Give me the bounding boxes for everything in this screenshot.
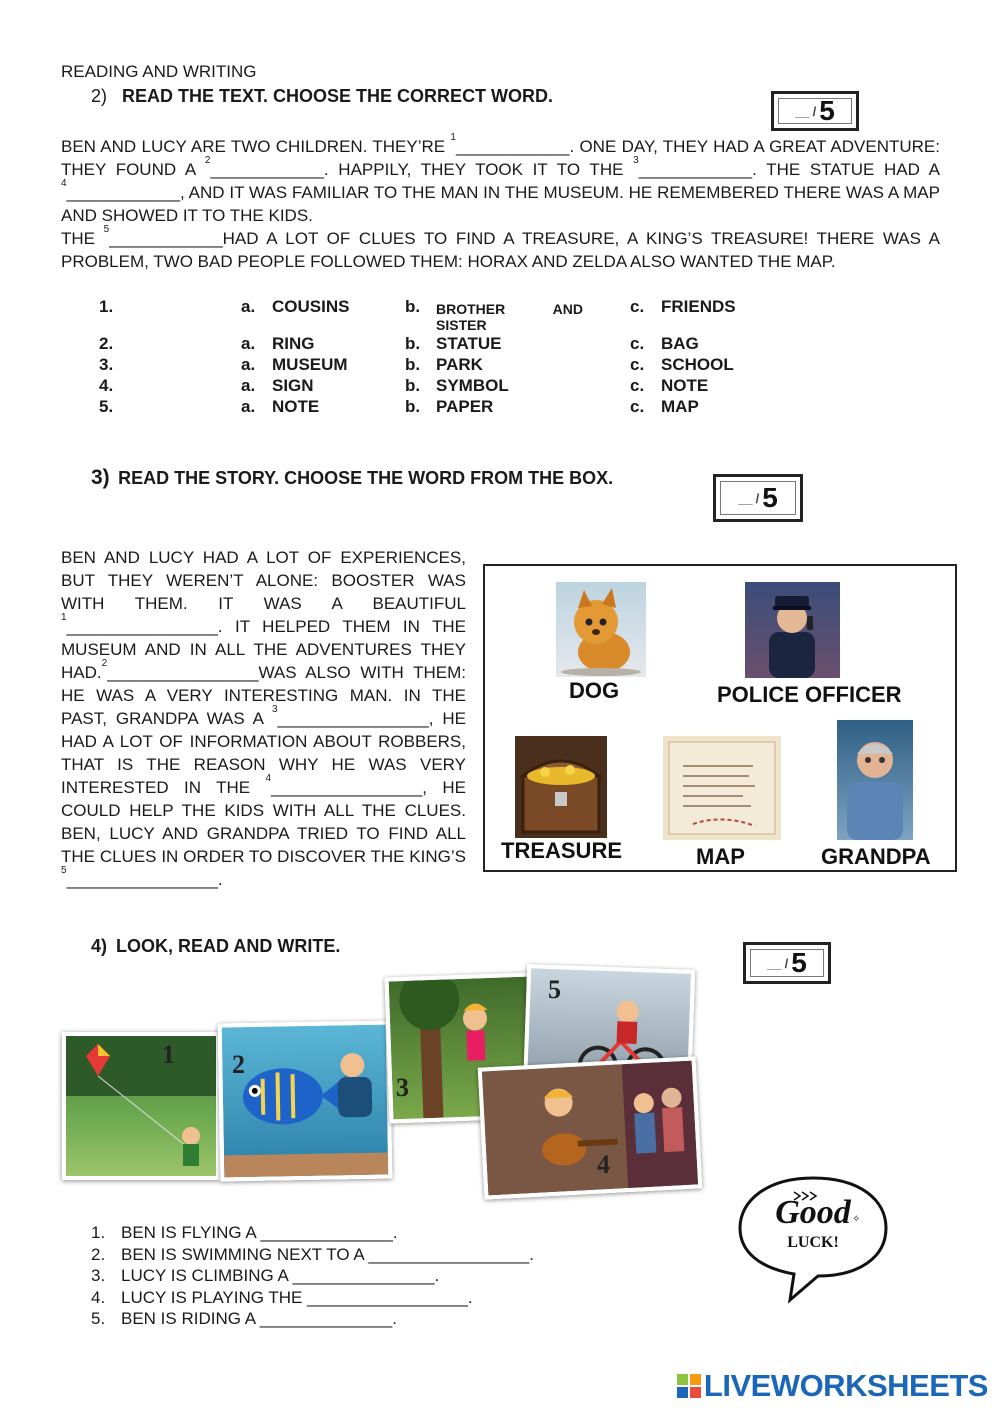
word-police-officer: POLICE OFFICER bbox=[717, 682, 902, 707]
section-4-list bbox=[91, 1222, 534, 1330]
option-2c[interactable]: BAG bbox=[661, 334, 699, 353]
section-4-heading bbox=[91, 936, 340, 957]
photo-number-3: 3 bbox=[396, 1073, 409, 1102]
photo-number-1: 1 bbox=[162, 1040, 175, 1069]
blank-2-4: ____________, AND IT WAS FAMILIAR TO THE MAN IN THE MUSEUM. HE REMEMBERED THERE WAS A MAP AND SHOWED IT TO THE KIDS. bbox=[61, 183, 940, 225]
section-4-score-box: __ / 5 bbox=[743, 942, 831, 984]
blank-2-1: ____________. ONE DAY, THEY HAD A GREAT ADVENTURE: THEY FOUND A bbox=[61, 137, 940, 179]
list-item: 2. BEN IS SWIMMING NEXT TO A _________________. bbox=[91, 1244, 534, 1264]
blank-2-5: ____________HAD A LOT OF CLUES TO FIND A TREASURE, A KING’S TREASURE! THERE WAS A PROBLEM, TWO BAD PEOPLE FOLLOWED THEM: HORAX AND ZELDA ALSO WANTED THE MAP. bbox=[61, 229, 940, 271]
option-4a[interactable]: SIGN bbox=[272, 376, 314, 395]
dog-picture bbox=[556, 582, 646, 677]
section-2-text bbox=[61, 132, 940, 273]
section-3-story: BEN AND LUCY HAD A LOT OF EXPERIENCES, BUT THEY WEREN’T ALONE: BOOSTER WAS WITH THEM. IT WAS A BEAUTIFUL $^1$________________. IT HELPED THEM IN THE MUSEUM AND IN ALL THE ADVENTURES THEY HAD.$^2$________________WAS ALSO WITH THEM: HE WAS A VERY INTERESTING MAN. IN THE PAST, GRANDPA WAS A $^3$________________, HE HAD A LOT OF INFORMATION ABOUT ROBBERS, THAT IS THE REASON WHY HE WAS VERY INTERESTED IN THE $^4$________________, HE COULD HELP THE KIDS WITH ALL THE CLUES. BEN, LUCY AND GRANDPA TRIED TO FIND ALL THE CLUES IN ORDER TO DISCOVER THE KING’S $^5$________________. bbox=[61, 548, 466, 889]
section-3-number: 3) bbox=[91, 466, 110, 489]
option-3c[interactable]: SCHOOL bbox=[661, 355, 734, 374]
word-map: MAP bbox=[696, 844, 745, 869]
police-officer-picture bbox=[745, 582, 840, 678]
option-5b[interactable]: PAPER bbox=[436, 397, 494, 416]
word-box bbox=[483, 564, 957, 872]
option-1a[interactable]: COUSINS bbox=[272, 297, 350, 316]
photo-guitar bbox=[478, 1056, 703, 1199]
map-picture bbox=[663, 736, 781, 840]
liveworksheets-logo bbox=[677, 1368, 988, 1404]
brand-text: LIVEWORKSHEETS bbox=[703, 1368, 988, 1403]
list-item: 1. BEN IS FLYING A ______________. bbox=[91, 1223, 398, 1242]
luck-text: LUCK! bbox=[787, 1234, 839, 1251]
svg-text:✧: ✧ bbox=[852, 1214, 861, 1225]
photo-kite bbox=[62, 1032, 220, 1180]
option-4b[interactable]: SYMBOL bbox=[436, 376, 509, 395]
blank-3-5: ________________. bbox=[66, 870, 223, 889]
section-2-number: 2) bbox=[91, 86, 108, 106]
photo-number-4: 4 bbox=[597, 1150, 610, 1179]
section-2-score-box: __ / 5 bbox=[771, 91, 859, 131]
word-dog: DOG bbox=[569, 678, 620, 703]
word-grandpa: GRANDPA bbox=[821, 844, 931, 869]
treasure-picture bbox=[515, 736, 607, 838]
option-3b[interactable]: PARK bbox=[436, 355, 483, 374]
grandpa-picture bbox=[837, 720, 913, 840]
list-item: 4. LUCY IS PLAYING THE _________________. bbox=[91, 1287, 473, 1307]
photo-number-5: 5 bbox=[548, 975, 561, 1004]
page-heading: READING AND WRITING bbox=[61, 62, 257, 81]
word-treasure: TREASURE bbox=[501, 838, 623, 863]
section-3-title: READ THE STORY. CHOOSE THE WORD FROM THE BOX. bbox=[118, 468, 614, 488]
section-4-number: 4) bbox=[91, 936, 108, 956]
option-5a[interactable]: NOTE bbox=[272, 397, 320, 416]
option-1b[interactable]: BROTHER AND SISTER bbox=[436, 301, 583, 333]
section-2-heading bbox=[91, 86, 553, 107]
photo-fish bbox=[218, 1021, 393, 1182]
section-3-score-box: __ / 5 bbox=[713, 474, 803, 522]
blank-3-2: ________________WAS ALSO WITH THEM: HE WAS A VERY INTERESTING MAN. IN THE PAST, GRANDPA WAS A bbox=[61, 663, 466, 728]
section-2-title: READ THE TEXT. CHOOSE THE CORRECT WORD. bbox=[122, 86, 554, 106]
option-3a[interactable]: MUSEUM bbox=[272, 355, 348, 374]
option-1c[interactable]: FRIENDS bbox=[661, 297, 736, 316]
blank-3-4: ________________, HE COULD HELP THE KIDS WITH ALL THE CLUES. BEN, LUCY AND GRANDPA TRIED TO FIND ALL THE CLUES IN ORDER TO DISCOVER THE KING’S bbox=[61, 778, 466, 866]
liveworksheets-icon bbox=[677, 1374, 701, 1398]
blank-2-2: ____________. HAPPILY, THEY TOOK IT TO THE bbox=[210, 160, 634, 179]
list-item: 3. LUCY IS CLIMBING A _______________. bbox=[91, 1266, 440, 1285]
section-2-paragraph-2: THE $^5$____________HAD A LOT OF CLUES TO FIND A TREASURE, A KING’S TREASURE! THERE WAS A PROBLEM, TWO BAD PEOPLE FOLLOWED THEM: HORAX AND ZELDA ALSO WANTED THE MAP. bbox=[61, 224, 940, 271]
section-3-heading bbox=[91, 466, 613, 490]
list-item: 5. BEN IS RIDING A ______________. bbox=[91, 1309, 397, 1328]
option-4c[interactable]: NOTE bbox=[661, 376, 709, 395]
photo-number-2: 2 bbox=[232, 1050, 245, 1079]
blank-3-1: ________________. IT HELPED THEM IN THE MUSEUM AND IN ALL THE ADVENTURES THEY HAD. bbox=[61, 617, 466, 682]
section-4-title: LOOK, READ AND WRITE. bbox=[116, 936, 341, 956]
good-text: Good bbox=[775, 1194, 851, 1231]
blank-2-3: ____________. THE STATUE HAD A bbox=[638, 160, 940, 179]
option-2b[interactable]: STATUE bbox=[436, 334, 502, 353]
good-luck-bubble bbox=[734, 1172, 892, 1304]
blank-3-3: ________________, HE HAD A LOT OF INFORMATION ABOUT ROBBERS, THAT IS THE REASON WHY HE WAS VERY INTERESTED IN THE bbox=[61, 709, 466, 797]
option-5c[interactable]: MAP bbox=[661, 397, 699, 416]
option-2a[interactable]: RING bbox=[272, 334, 315, 353]
section-2-paragraph-1: BEN AND LUCY ARE TWO CHILDREN. THEY’RE $^1$____________. ONE DAY, THEY HAD A GREAT ADVENTURE: THEY FOUND A $^2$____________. HAPPILY, THEY TOOK IT TO THE $^3$____________. THE STATUE HAD A $^4$____________, AND IT WAS FAMILIAR TO THE MAN IN THE MUSEUM. HE REMEMBERED THERE WAS A MAP AND SHOWED IT TO THE KIDS. bbox=[61, 132, 940, 225]
